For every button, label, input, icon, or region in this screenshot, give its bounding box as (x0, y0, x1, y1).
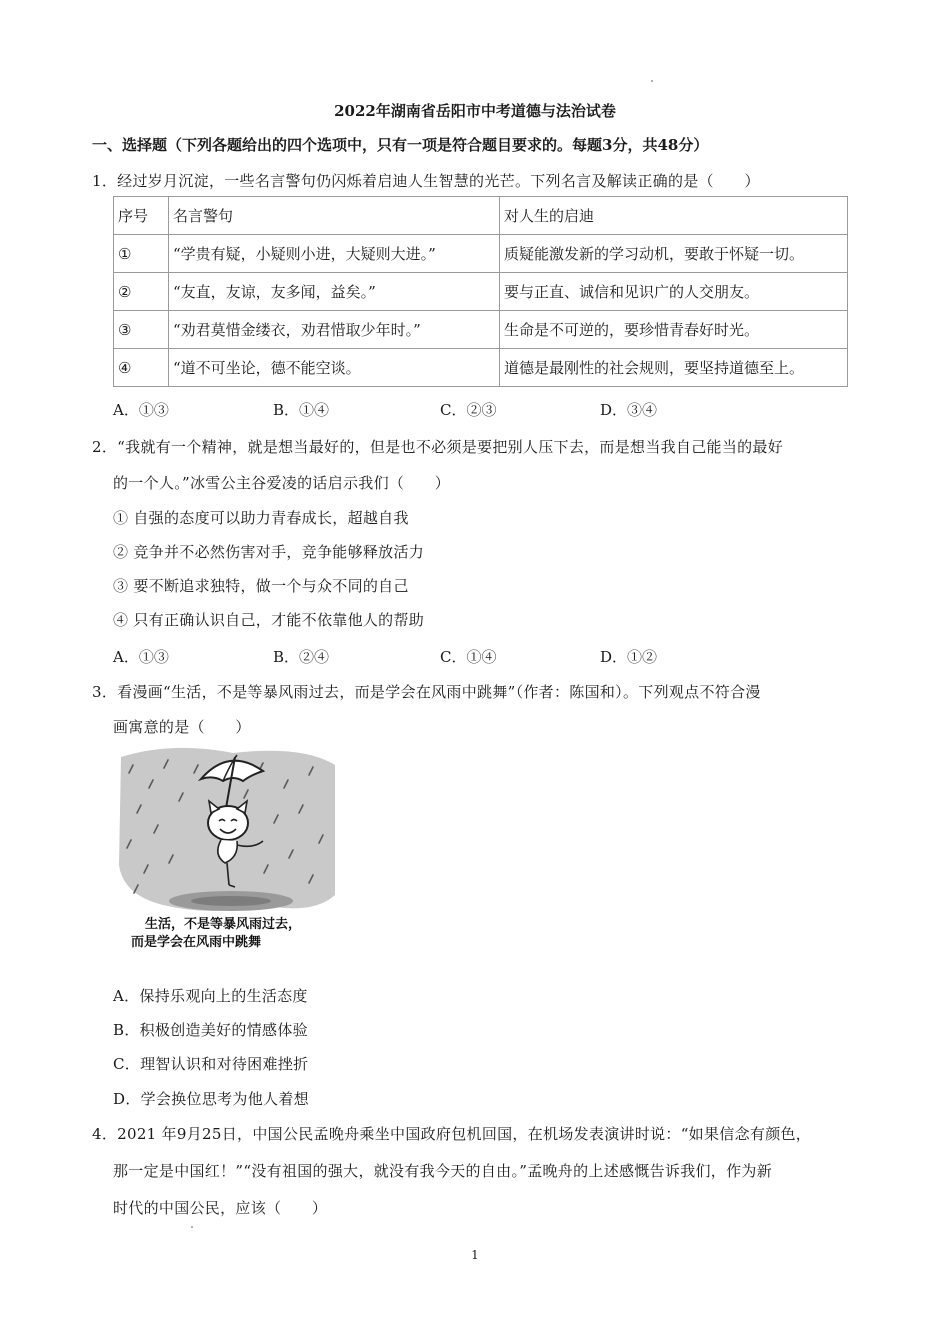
table-cell: 质疑能激发新的学习动机，要敢于怀疑一切。 (500, 235, 848, 273)
cartoon-drawing (113, 745, 339, 953)
q1-option-c[interactable]: C．②③ (440, 401, 497, 419)
table-cell: ② (114, 273, 169, 311)
table-cell: 生命是不可逆的，要珍惜青春好时光。 (500, 311, 848, 349)
q2-option-d[interactable]: D．①② (600, 648, 658, 666)
table-cell: 要与正直、诚信和见识广的人交朋友。 (500, 273, 848, 311)
q3-stem-line1: 3．看漫画“生活，不是等暴风雨过去，而是学会在风雨中跳舞”（作者：陈国和）。下列观点不符合漫 (92, 683, 761, 701)
q2-statement-3: ③ 要不断追求独特，做一个与众不同的自己 (113, 577, 409, 595)
table-header-cell: 对人生的启迪 (500, 197, 848, 235)
q3-option-d[interactable]: D．学会换位思考为他人着想 (113, 1090, 309, 1108)
table-row (114, 235, 848, 273)
q1-option-d[interactable]: D．③④ (600, 401, 658, 419)
table-cell: “劝君莫惜金缕衣，劝君惜取少年时。” (169, 311, 500, 349)
q4-stem-line1: 4．2021 年9月25日，中国公民孟晚舟乘坐中国政府包机回国，在机场发表演讲时说：“如果信念有颜色， (92, 1125, 812, 1143)
q2-option-c[interactable]: C．①④ (440, 648, 497, 666)
section-heading: 一、选择题（下列各题给出的四个选项中，只有一项是符合题目要求的。每题3分，共48分） (92, 136, 709, 154)
table-header-cell: 序号 (114, 197, 169, 235)
cartoon-caption-line2: 而是学会在风雨中跳舞 (131, 934, 262, 949)
q3-stem-line2: 画寓意的是（ ） (113, 718, 251, 736)
table-cell: 道德是最刚性的社会规则，要坚持道德至上。 (500, 349, 848, 387)
q3-option-a[interactable]: A．保持乐观向上的生活态度 (113, 987, 308, 1005)
q2-stem-line1: 2．“我就有一个精神，就是想当最好的，但是也不必须是要把别人压下去，而是想当我自己能当的最好 (92, 438, 784, 456)
table-row (114, 311, 848, 349)
cartoon-image (113, 745, 339, 953)
exam-title: 2022年湖南省岳阳市中考道德与法治试卷 (334, 102, 616, 120)
table-cell: “学贵有疑，小疑则小进，大疑则大进。” (169, 235, 500, 273)
q2-statement-4: ④ 只有正确认识自己，才能不依靠他人的帮助 (113, 611, 425, 629)
table-cell: ③ (114, 311, 169, 349)
q3-option-b[interactable]: B．积极创造美好的情感体验 (113, 1021, 308, 1039)
table-header-row (114, 197, 848, 235)
table-cell: “道不可坐论，德不能空谈。 (169, 349, 500, 387)
page-number: 1 (471, 1248, 479, 1262)
q4-stem-line2: 那一定是中国红！”“没有祖国的强大，就没有我今天的自由。”孟晚舟的上述感慨告诉我们，作为新 (113, 1162, 773, 1180)
table-header-cell: 名言警句 (169, 197, 500, 235)
q2-option-a[interactable]: A．①③ (113, 648, 169, 666)
table-row (114, 349, 848, 387)
table-cell: “友直，友谅，友多闻，益矣。” (169, 273, 500, 311)
q3-option-c[interactable]: C．理智认识和对待困难挫折 (113, 1055, 309, 1073)
q2-statement-1: ① 自强的态度可以助力青春成长，超越自我 (113, 509, 409, 527)
q1-option-a[interactable]: A．①③ (113, 401, 169, 419)
q1-table (113, 196, 848, 387)
table-cell: ① (114, 235, 169, 273)
q2-statement-2: ② 竞争并不必然伤害对手，竞争能够释放活力 (113, 543, 425, 561)
q1-option-b[interactable]: B．①④ (273, 401, 330, 419)
q1-stem: 1．经过岁月沉淀，一些名言警句仍闪烁着启迪人生智慧的光芒。下列名言及解读正确的是（ ） (92, 172, 760, 190)
q4-stem-line3: 时代的中国公民，应该（ ） (113, 1199, 328, 1217)
cartoon-caption-line1: 生活，不是等暴风雨过去， (145, 916, 302, 931)
table-cell: ④ (114, 349, 169, 387)
table-row (114, 273, 848, 311)
q2-option-b[interactable]: B．②④ (273, 648, 330, 666)
q2-stem-line2: 的一个人。”冰雪公主谷爱凌的话启示我们（ ） (113, 474, 451, 492)
